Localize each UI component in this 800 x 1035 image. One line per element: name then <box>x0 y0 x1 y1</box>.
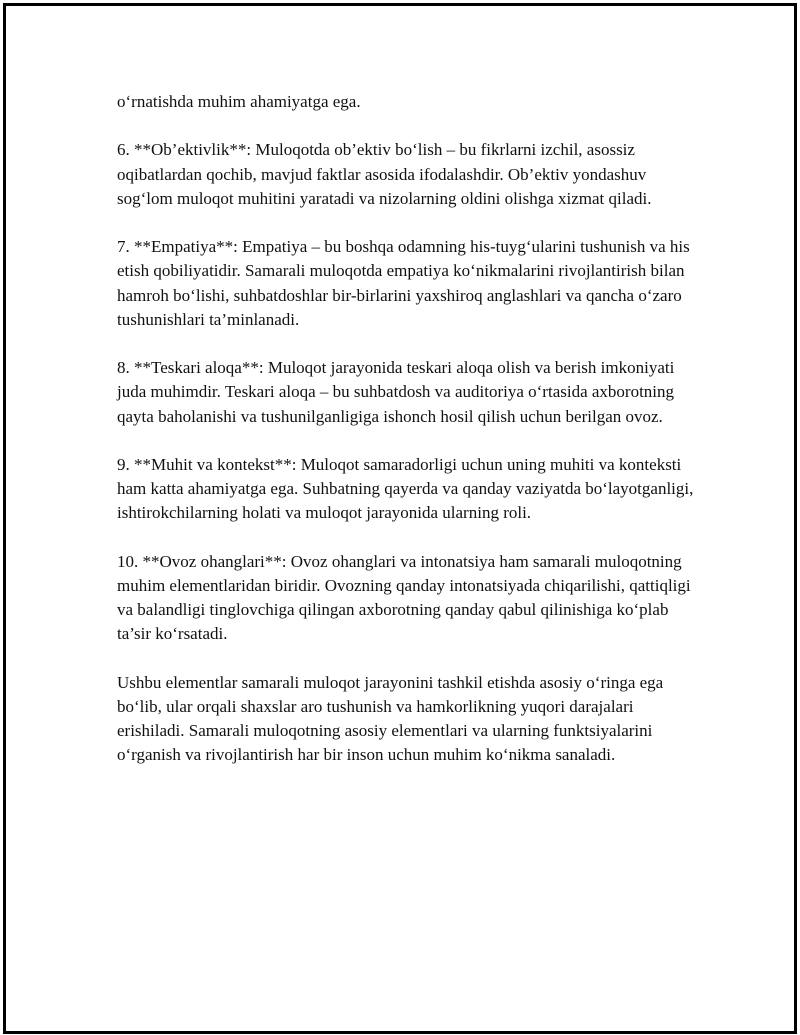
paragraph-objectivity: 6. **Ob’ektivlik**: Muloqotda ob’ektiv bo‘lish – bu fikrlarni izchil, asossiz oqibatlardan qochib, mavjud faktlar asosida ifodalashdir. Ob’ektiv yondashuv sog‘lom muloqot muhitini yaratadi va nizolarning oldini olishga xizmat qiladi. <box>117 140 652 208</box>
document-body <box>117 90 697 792</box>
paragraph-empathy: 7. **Empatiya**: Empatiya – bu boshqa odamning his-tuyg‘ularini tushunish va his etish qobiliyatidir. Samarali muloqotda empatiya ko‘nikmalarini rivojlantirish bilan hamroh bo‘lishi, suhbatdoshlar bir-birlarini yaxshiroq anglashlari va qancha o‘zaro tushunishlari ta’minlanadi. <box>117 237 690 329</box>
paragraph-voice-tones: 10. **Ovoz ohanglari**: Ovoz ohanglari va intonatsiya ham samarali muloqotning muhim elementlaridan biridir. Ovozning qanday intonatsiyada chiqarilishi, qattiqligi va balandligi tinglovchiga qilingan axborotning qanday qabul qilinishiga ko‘plab ta’sir ko‘rsatadi. <box>117 551 691 644</box>
paragraph-conclusion: Ushbu elementlar samarali muloqot jarayonini tashkil etishda asosiy o‘ringa ega bo‘lib, ular orqali shaxslar aro tushunish va hamkorlikning yuqori darajalari erishiladi. Samarali muloqotning asosiy elementlari va ularning funktsiyalarini o‘rganish va rivojlantirish har bir inson uchun muhim ko‘nikma sanaladi. <box>117 672 664 765</box>
paragraph-continuation: o‘rnatishda muhim ahamiyatga ega. <box>117 92 361 111</box>
paragraph-feedback: 8. **Teskari aloqa**: Muloqot jarayonida teskari aloqa olish va berish imkoniyati juda muhimdir. Teskari aloqa – bu suhbatdosh va auditoriya o‘rtasida axborotning qayta baholanishi va tushunilganligiga ishonch hosil qilish uchun berilgan ovoz. <box>117 358 675 426</box>
paragraph-environment-context: 9. **Muhit va kontekst**: Muloqot samaradorligi uchun uning muhiti va konteksti ham katta ahamiyatga ega. Suhbatning qayerda va qanday vaziyatda bo‘layotganligi, ishtirokchilarning holati va muloqot jarayonida ularning roli. <box>117 454 694 523</box>
